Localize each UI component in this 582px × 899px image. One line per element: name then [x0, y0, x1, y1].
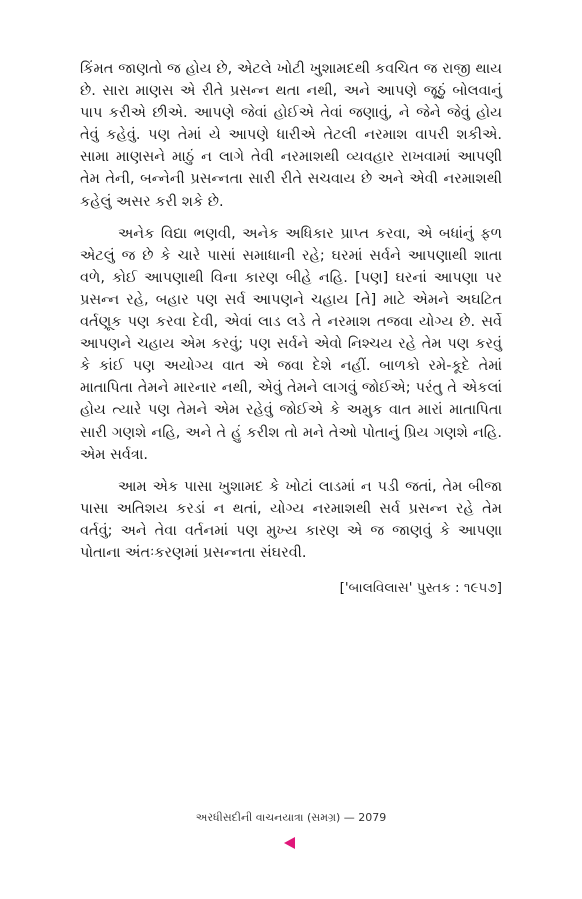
- paragraph-2: અનેક વિદ્યા ભણવી, અનેક અધિકાર પ્રાપ્ત કરવા, એ બધાંનું ફળ એટલું જ છે કે ચારે પાસાં સમાધાની રહે; ઘરમાં સર્વને આપણાથી શાતા વળે, કોઈ આપણાથી વિના કારણ બીહે નહિ. [પણ] ઘરનાં આપણા પર પ્રસન્ન રહે, બહાર પણ સર્વ આપણને ચહાય [તે] માટે એમને અઘટિત વર્તણૂક પણ કરવા દેવી, એવાં લાડ લડે તે નરમાશ તજવા યોગ્ય છે. સર્વે આપણને ચહાય એમ કરવું; પણ સર્વને એવો નિશ્ચય રહે તેમ પણ કરવું કે કાંઈ પણ અયોગ્ય વાત એ જવા દેશે નહીં. બાળકો રમે-કૂદે તેમાં માતાપિતા તેમને મારનાર નથી, એવું તેમને લાગવું જોઈએ; પરંતુ તે એકલાં હોય ત્યારે પણ તેમને એમ રહેવું જોઈએ કે અમુક વાત મારાં માતાપિતા સારી ગણશે નહિ, અને તે હું કરીશ તો મને તેઓ પોતાનું પ્રિય ગણશે નહિ. એમ સર્વત્રા.: [80, 225, 502, 463]
- source-citation: ['બાલવિલાસ' પુસ્તક : ૧૯૫૭]: [339, 580, 502, 597]
- triangle-left-icon[interactable]: [284, 837, 295, 849]
- page-body: [80, 58, 502, 598]
- paragraph-1: કિંમત જાણતો જ હોય છે, એટલે ખોટી ખુશામદથી કવચિત જ રાજી થાય છે. સારા માણસ એ રીતે પ્રસન્ન થતા નથી, અને આપણે જૂઠું બોલવાનું પાપ કરીએ છીએ. આપણે જેવાં હોઈએ તેવાં જણાવું, ને જેને જેવું હોય તેવું કહેવું. પણ તેમાં યે આપણે ધારીએ તેટલી નરમાશ વાપરી શકીએ. સામા માણસને માઠું ન લાગે તેવી નરમાશથી વ્યવહાર રાખવામાં આપણી તેમ તેની, બન્નેની પ્રસન્નતા સારી રીતે સચવાય છે અને એવી નરમાશથી કહેલું અસર કરી શકે છે.: [80, 61, 502, 210]
- page-footer: અરધીસદીની વાચનયાત્રા (સમગ્ર) — 2079: [195, 811, 387, 824]
- paragraph-3: આમ એક પાસા ખુશામદ કે ખોટાં લાડમાં ન પડી જતાં, તેમ બીજા પાસા અતિશય કરડાં ન થતાં, યોગ્ય નરમાશથી સર્વ પ્રસન્ન રહે તેમ વર્તવું; અને તેવા વર્તનમાં પણ મુખ્ય કારણ એ જ જાણવું કે આપણા પોતાના અંતઃકરણમાં પ્રસન્નતા સંઘરવી.: [80, 478, 502, 561]
